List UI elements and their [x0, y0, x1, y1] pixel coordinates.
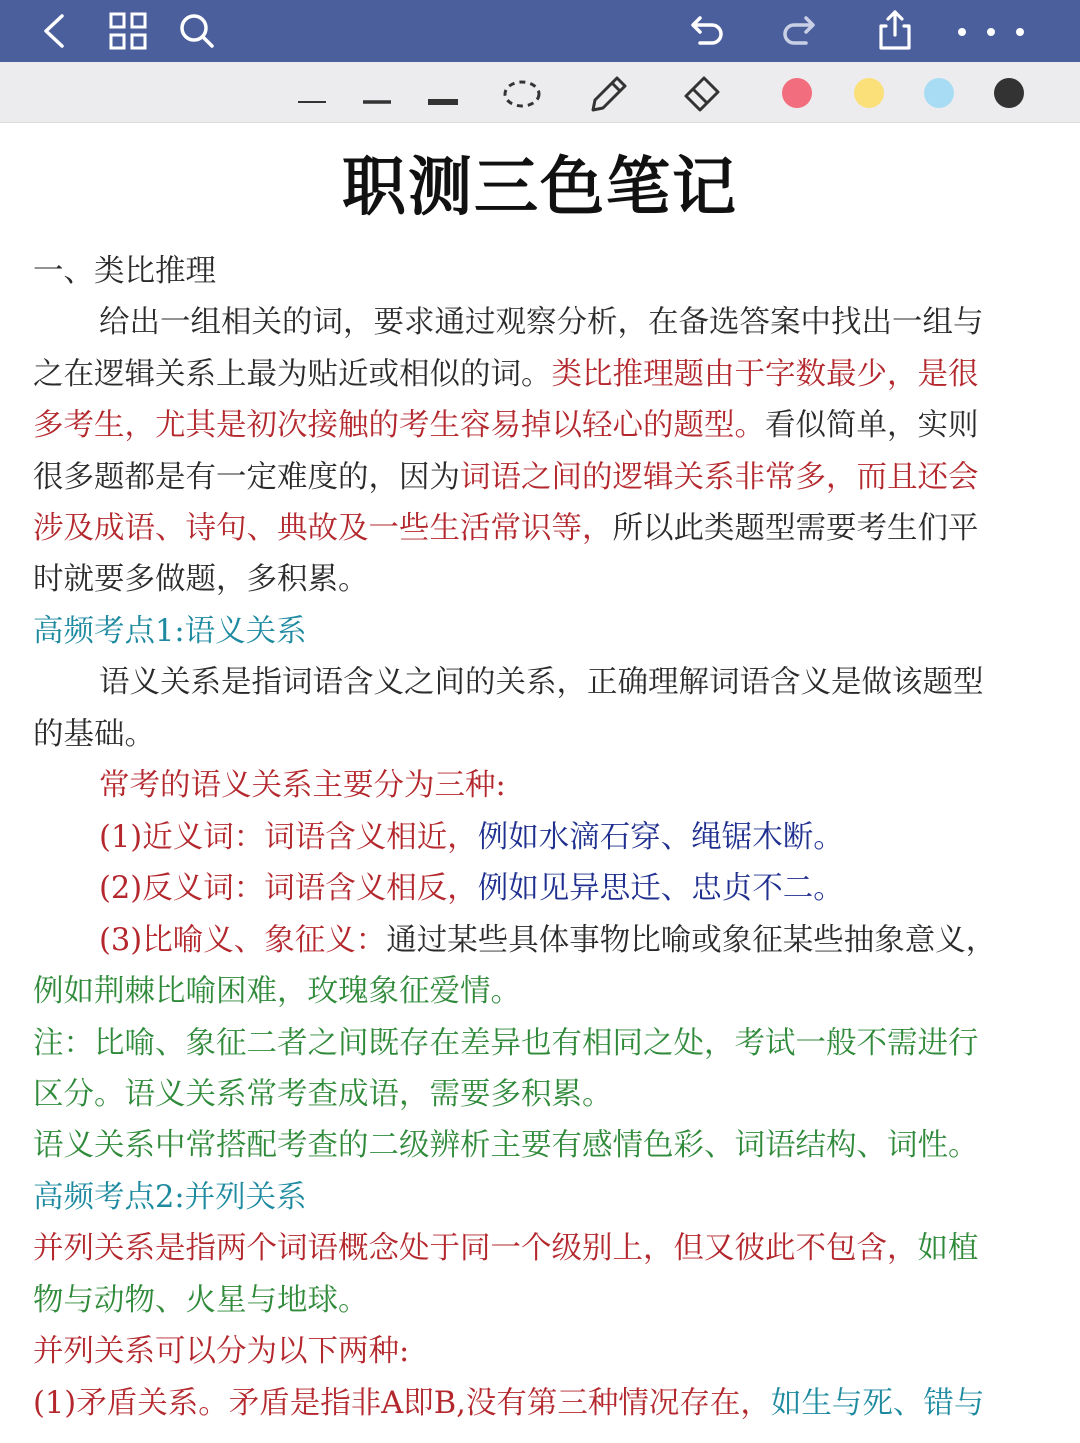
drawing-toolbar: [0, 62, 1080, 123]
more-icon[interactable]: [954, 8, 1028, 54]
text-black: 之在逻辑关系上最为贴近或相似的词。: [33, 357, 552, 392]
document-title: 职测三色笔记: [342, 150, 738, 225]
text-red: 词语之间的逻辑关系非常多，而且还会: [460, 460, 979, 495]
text-red: 多考生，尤其是初次接触的考生容易掉以轻心的题型。: [33, 408, 765, 443]
top-navigation-bar: [0, 0, 1080, 62]
text-red: 并列关系是指两个词语概念处于同一个级别上，但又彼此不包含，: [33, 1231, 918, 1266]
grid-icon[interactable]: [105, 8, 151, 54]
lasso-icon[interactable]: [500, 70, 544, 114]
paragraph-line: 的基础。: [33, 717, 155, 752]
paragraph-line: 注：比喻、象征二者之间既存在差异也有相同之处，考试一般不需进行: [33, 1026, 979, 1061]
text-red: (1)矛盾关系。矛盾是指非A即B,没有第三种情况存在，: [33, 1386, 771, 1421]
list-item: [33, 915, 1080, 966]
pen-medium-icon[interactable]: [355, 70, 399, 114]
text-red: (3)比喻义、象征义：: [99, 923, 387, 958]
color-swatch-light-blue[interactable]: [924, 78, 954, 108]
paragraph-line: [33, 1223, 1043, 1274]
pen-thin-icon[interactable]: [290, 70, 334, 114]
paragraph-line: 物与动物、火星与地球。: [33, 1283, 369, 1318]
section-heading: 一、类比推理: [33, 254, 216, 289]
pen-thick-icon[interactable]: [421, 70, 465, 114]
paragraph-line: 给出一组相关的词，要求通过观察分析，在备选答案中找出一组与: [99, 305, 984, 340]
text-green: 如植: [917, 1231, 979, 1266]
text-navy: 例如水滴石穿、绳锯木断。: [477, 820, 844, 855]
search-icon[interactable]: [174, 8, 220, 54]
paragraph-line: 时就要多做题，多积累。: [33, 562, 369, 597]
color-swatch-yellow[interactable]: [854, 78, 884, 108]
back-icon[interactable]: [32, 8, 78, 54]
paragraph-line: 例如荆棘比喻困难，玫瑰象征爱情。: [33, 974, 521, 1009]
text-black: 通过某些具体事物比喻或象征某些抽象意义，: [386, 923, 997, 958]
paragraph-line: 语义关系是指词语含义之间的关系，正确理解词语含义是做该题型: [99, 665, 984, 700]
paragraph-line: [33, 349, 1043, 400]
text-black: 所以此类题型需要考生们平: [612, 511, 979, 546]
list-item: [33, 812, 1080, 863]
eraser-icon[interactable]: [680, 70, 724, 114]
pencil-icon[interactable]: [585, 70, 629, 114]
text-navy: 例如见异思迁、忠贞不二。: [477, 871, 844, 906]
paragraph-line: 语义关系中常搭配考查的二级辨析主要有感情色彩、词语结构、词性。: [33, 1128, 979, 1163]
paragraph-line: [33, 452, 1043, 503]
paragraph-line: [33, 503, 1043, 554]
text-red: 涉及成语、诗句、典故及一些生活常识等，: [33, 511, 613, 546]
paragraph-line: 并列关系可以分为以下两种:: [33, 1334, 410, 1369]
undo-icon[interactable]: [684, 8, 730, 54]
text-red: (1)近义词：词语含义相近，: [99, 820, 478, 855]
text-red: 类比推理题由于字数最少，是很: [551, 357, 979, 392]
paragraph-line: [33, 400, 1043, 451]
text-teal: 如生与死、错与: [770, 1386, 985, 1421]
text-black: 看似简单，实则: [765, 408, 979, 443]
text-red: (2)反义词：词语含义相反，: [99, 871, 478, 906]
share-icon[interactable]: [872, 8, 918, 54]
paragraph-line: 区分。语义关系常考查成语，需要多积累。: [33, 1077, 613, 1112]
color-swatch-black[interactable]: [994, 78, 1024, 108]
note-document[interactable]: [0, 122, 1080, 1443]
redo-icon[interactable]: [776, 8, 822, 54]
list-item: [33, 1378, 1043, 1429]
subheading-teal: 高频考点2:并列关系: [33, 1180, 307, 1215]
paragraph-line: 常考的语义关系主要分为三种:: [99, 768, 506, 803]
text-black: 很多题都是有一定难度的，因为: [33, 460, 460, 495]
list-item: [33, 863, 1080, 914]
color-swatch-pink[interactable]: [782, 78, 812, 108]
subheading-teal: 高频考点1:语义关系: [33, 614, 307, 649]
